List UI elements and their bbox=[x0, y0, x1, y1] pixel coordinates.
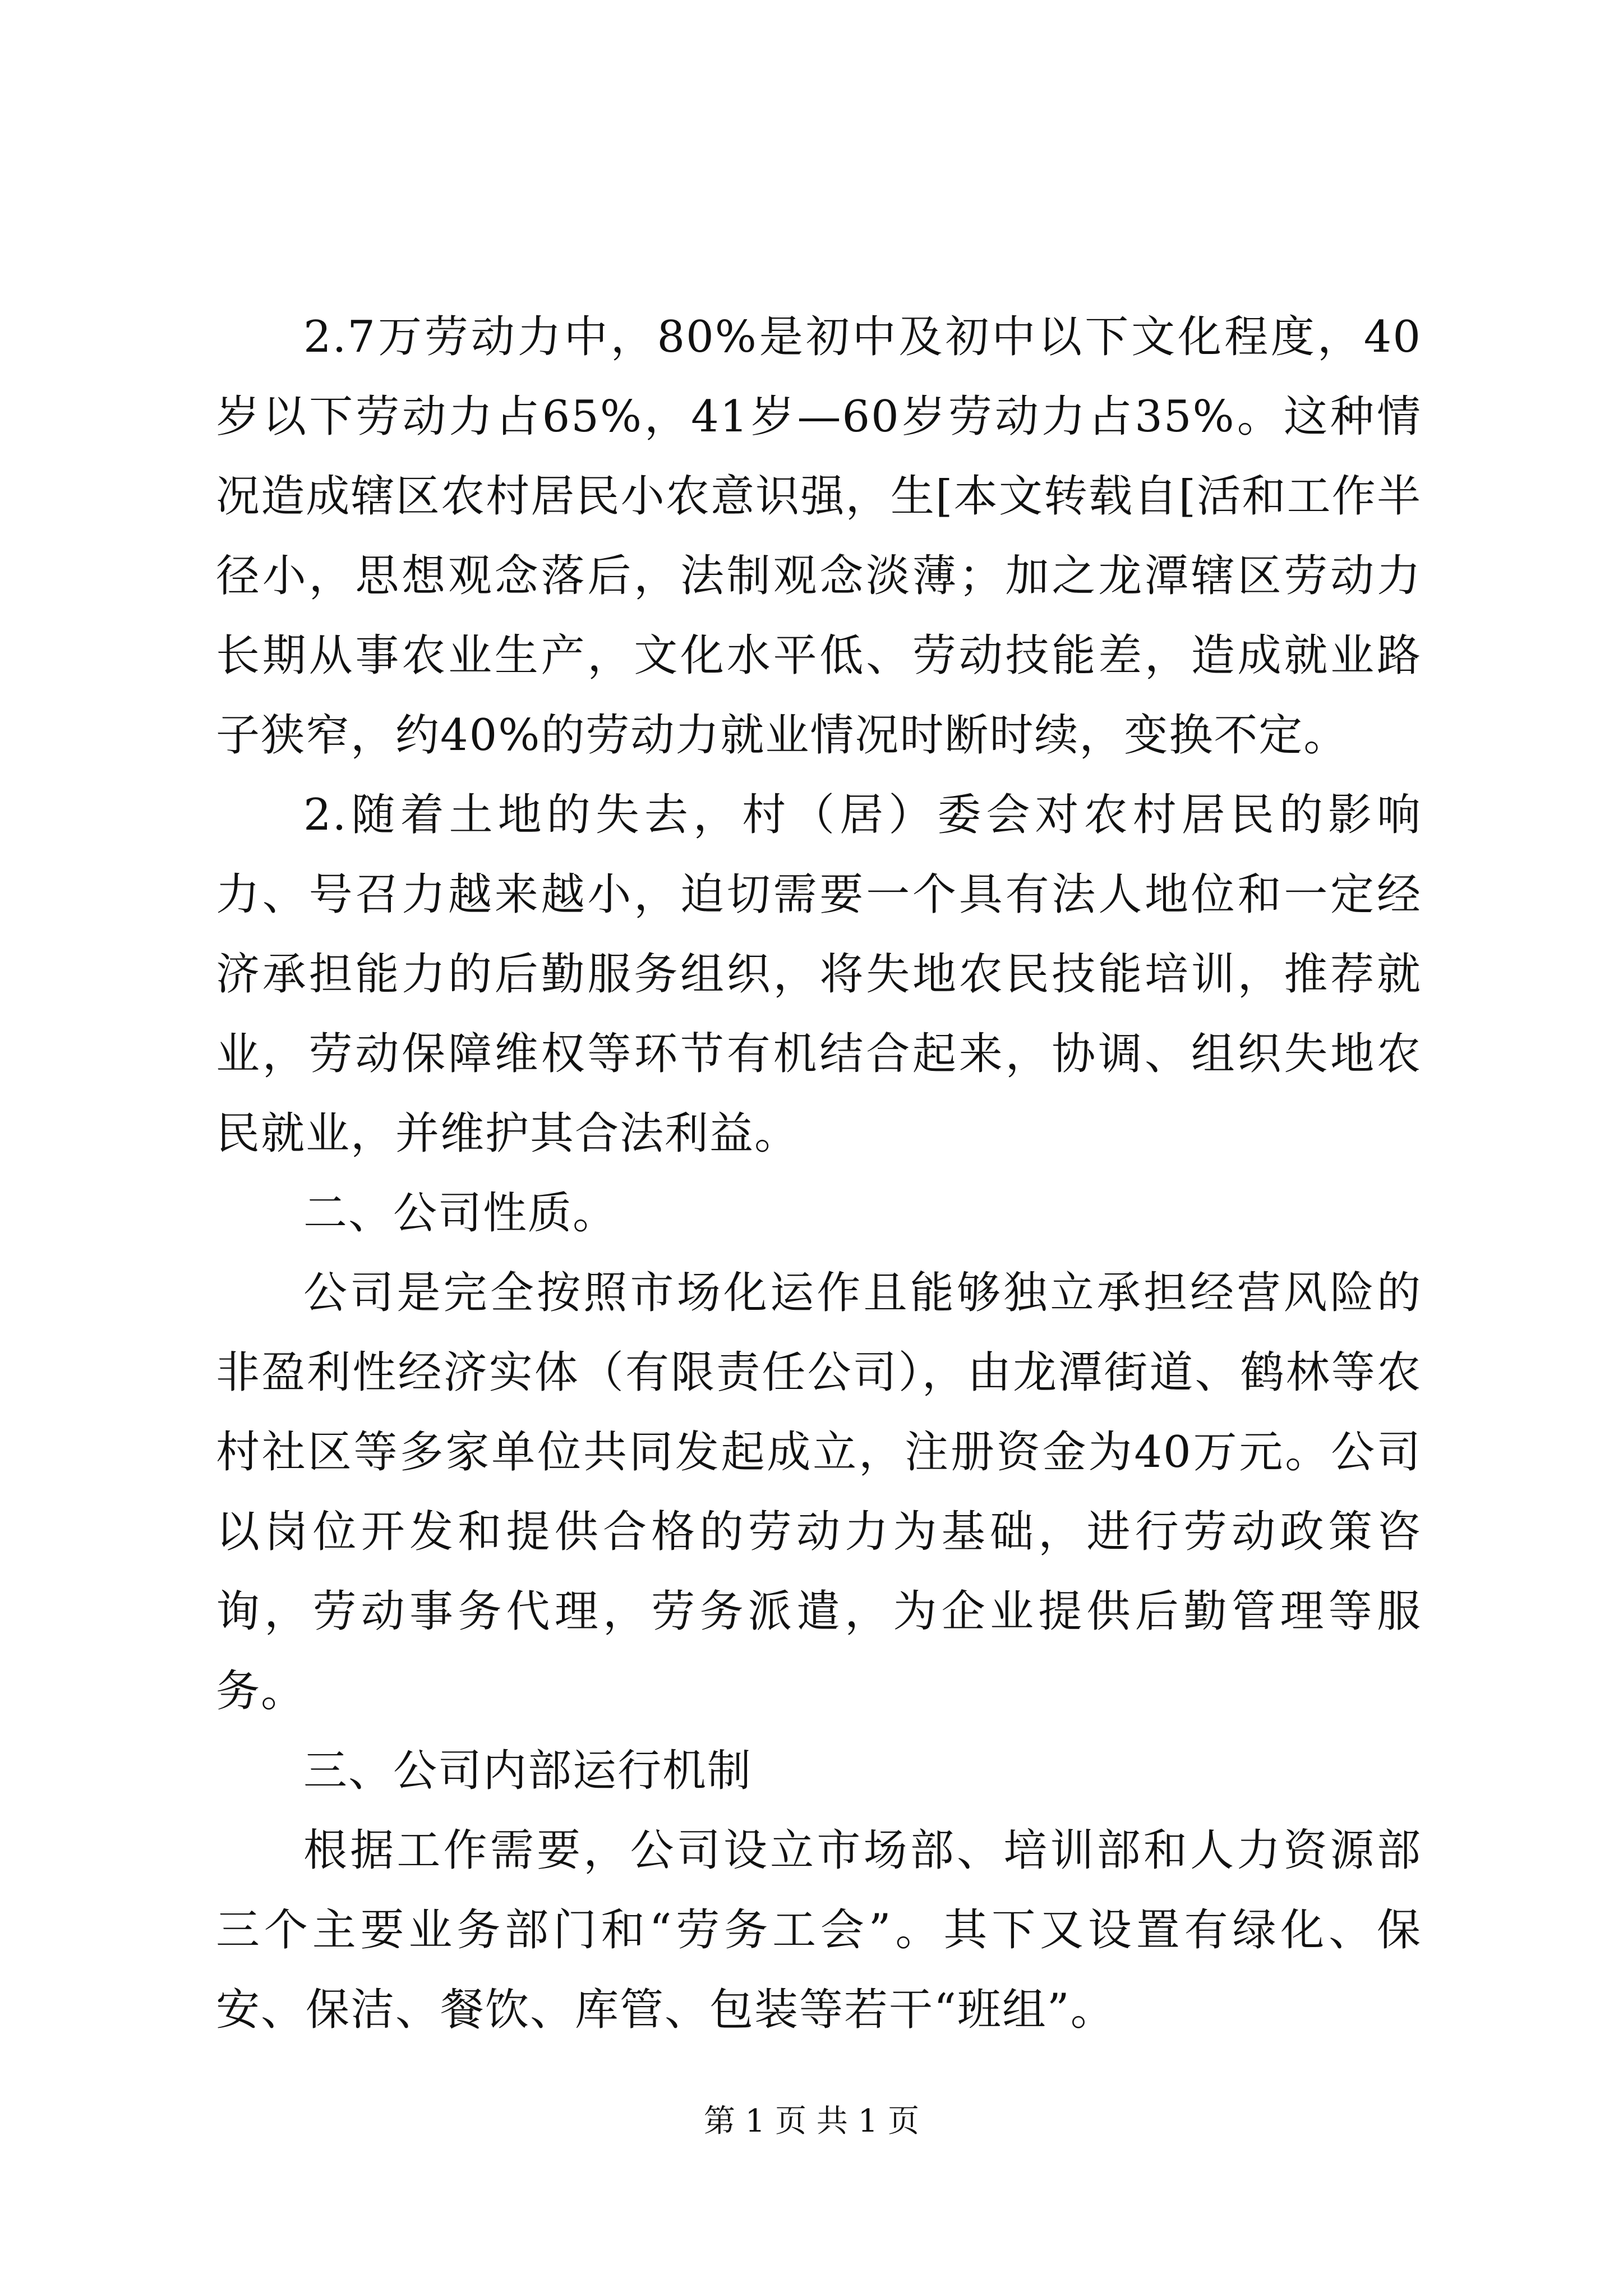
document-body bbox=[216, 297, 1422, 2050]
page-number-footer: 第 1 页 共 1 页 bbox=[703, 2103, 920, 2139]
section-heading-company-nature: 二、公司性质。 bbox=[303, 1188, 618, 1239]
section-heading-operating-mechanism: 三、公司内部运行机制 bbox=[303, 1746, 753, 1796]
paragraph-company-nature: 公司是完全按照市场化运作且能够独立承担经营风险的非盈利性经济实体（有限责任公司），由龙潭街道、鹤林等农村社区等多家单位共同发起成立，注册资金为40万元。公司以岗位开发和提供合格的劳动力为基础，进行劳动政策咨询，劳动事务代理，劳务派遣，为企业提供后勤管理等服务。 bbox=[216, 1268, 1422, 1717]
paragraph-land-loss: 2.随着土地的失去，村（居）委会对农村居民的影响力、号召力越来越小，迫切需要一个具有法人地位和一定经济承担能力的后勤服务组织，将失地农民技能培训，推荐就业，劳动保障维权等环节有机结合起来，协调、组织失地农民就业，并维护其合法利益。 bbox=[216, 790, 1422, 1159]
paragraph-labor-statistics: 2.7万劳动力中，80%是初中及初中以下文化程度，40岁以下劳动力占65%，41岁—60岁劳动力占35%。这种情况造成辖区农村居民小农意识强，生[本文转载自[活和工作半径小，思想观念落后，法制观念淡薄；加之龙潭辖区劳动力长期从事农业生产，文化水平低、劳动技能差，造成就业路子狭窄，约40%的劳动力就业情况时断时续，变换不定。 bbox=[216, 312, 1422, 761]
paragraph-operating-mechanism: 根据工作需要，公司设立市场部、培训部和人力资源部三个主要业务部门和“劳务工会”。其下又设置有绿化、保安、保洁、餐饮、库管、包装等若干“班组”。 bbox=[216, 1825, 1422, 2035]
